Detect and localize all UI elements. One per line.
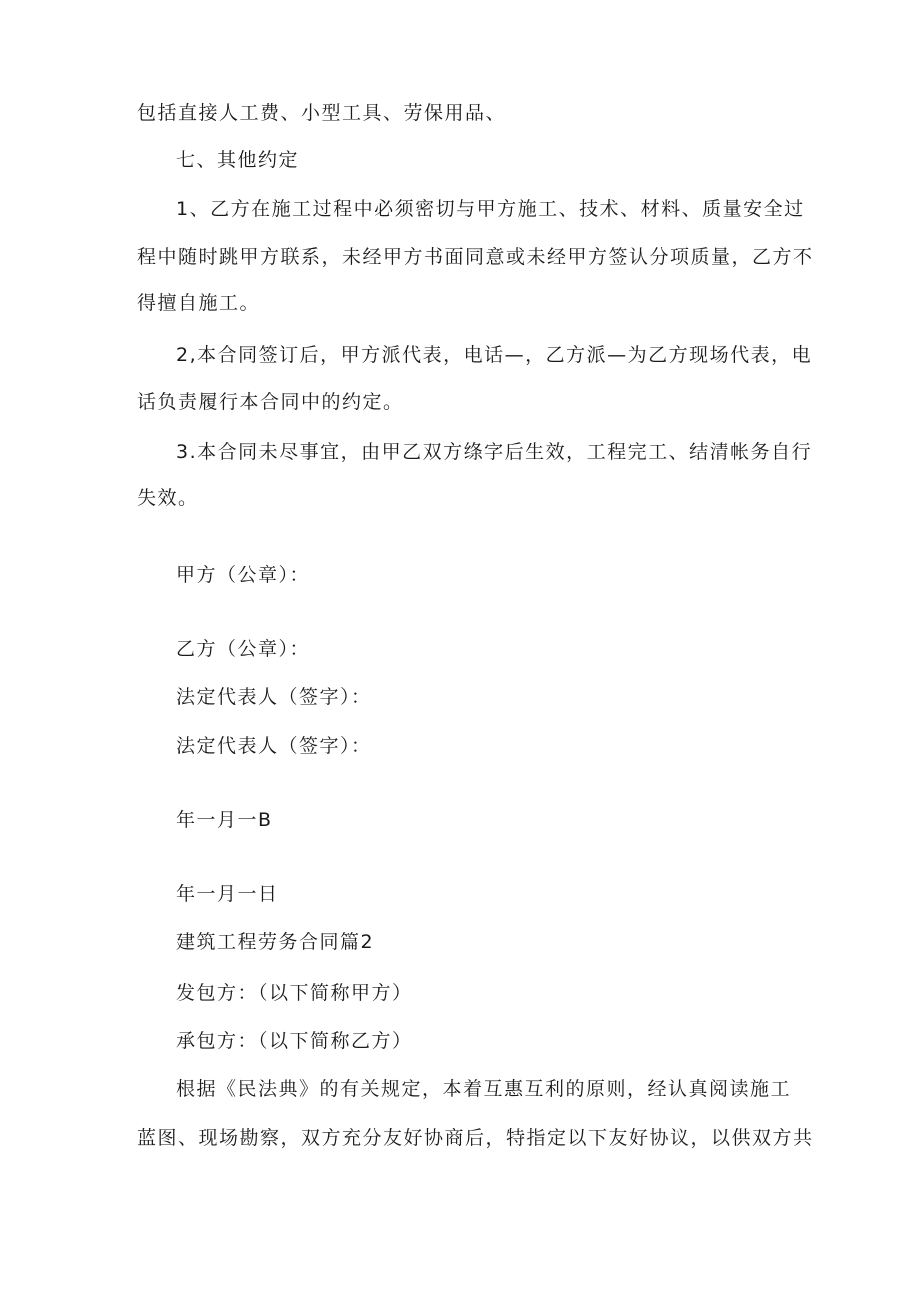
text-line: 蓝图、现场勘察，双方充分友好协商后，特指定以下友好协议，以供双方共 xyxy=(137,1127,814,1149)
contract-title: 建筑工程劳务合同篇2 xyxy=(176,931,375,953)
date-line: 年一月一日 xyxy=(176,883,279,905)
text-line: 话负责履行本合同中的约定。 xyxy=(137,391,404,413)
text-line: 得擅自施工。 xyxy=(137,292,261,314)
text-line: 失效。 xyxy=(137,487,199,509)
party-a-seal-label: 甲方（公章）： xyxy=(176,564,311,586)
legal-rep-signature-label: 法定代表人（签字）： xyxy=(176,686,372,708)
date-line: 年一月一B xyxy=(176,809,273,831)
legal-rep-signature-label: 法定代表人（签字）： xyxy=(176,735,372,757)
text-line: 2,本合同签订后，甲方派代表，电话—，乙方派—为乙方现场代表，电 xyxy=(176,344,813,366)
contractor-line: 承包方：（以下简称乙方） xyxy=(176,1030,413,1052)
party-b-seal-label: 乙方（公章）： xyxy=(176,638,311,660)
text-line: 3.本合同未尽事宜，由甲乙双方绦字后生效，工程完工、结清帐务自行 xyxy=(176,441,813,463)
text-line: 1、乙方在施工过程中必须密切与甲方施工、技术、材料、质量安全过 xyxy=(176,198,805,220)
text-line: 根据《民法典》的有关规定，本着互惠互利的原则，经认真阅读施工 xyxy=(176,1078,792,1100)
section-heading: 七、其他约定 xyxy=(176,149,300,171)
text-line: 程中随时跳甲方联系，未经甲方书面同意或未经甲方签认分项质量，乙方不 xyxy=(137,246,814,268)
employer-line: 发包方：（以下简称甲方） xyxy=(176,982,413,1004)
text-line: 包括直接人工费、小型工具、劳保用品、 xyxy=(137,102,507,124)
